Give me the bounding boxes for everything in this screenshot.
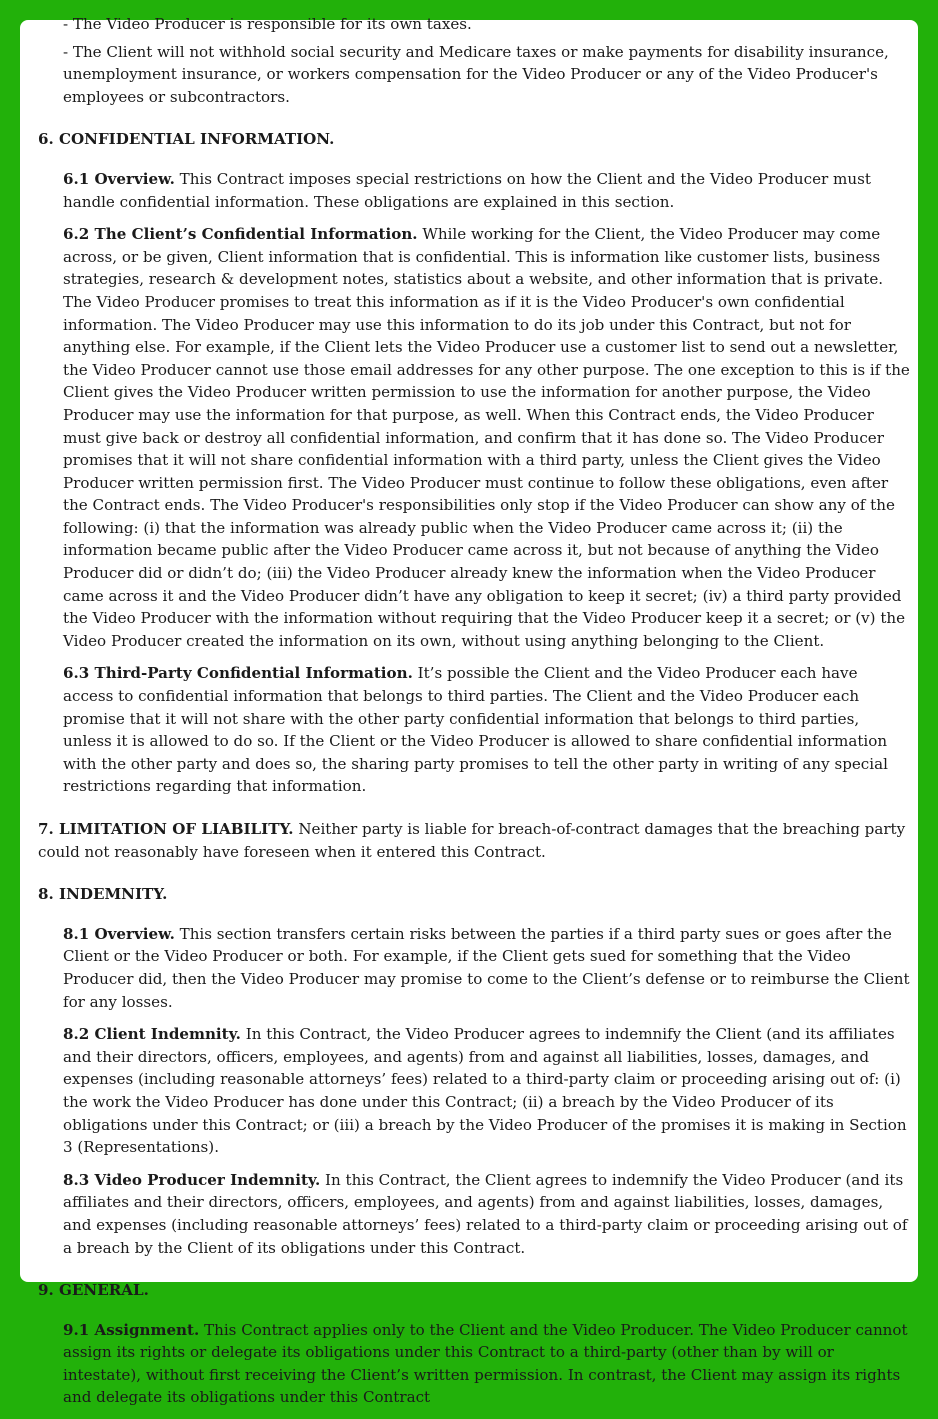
section-7 bbox=[38, 818, 910, 863]
clause-8-1 bbox=[38, 923, 910, 1013]
clause-6-3 bbox=[38, 662, 910, 798]
clause-6-1-text: This Contract imposes special restrictions on how the Client and the Video Producer must handle confidential information. These obligations are explained in this section. bbox=[63, 169, 871, 211]
contract-body bbox=[38, 13, 910, 1419]
clause-8-1-text: This section transfers certain risks between the parties if a third party sues or goes after the Client or the Video Producer or both. For example, if the Client gets sued for something that the Video Producer did, then the Video Producer may promise to come to the Client’s defense or to reimburse the Client for any losses. bbox=[63, 924, 910, 1011]
clause-6-2 bbox=[38, 223, 910, 652]
clause-8-2 bbox=[38, 1023, 910, 1159]
bullet-item: - The Video Producer is responsible for its own taxes. bbox=[63, 15, 472, 33]
section-7-title: 7. LIMITATION OF LIABILITY. bbox=[38, 820, 294, 838]
clause-9-1-text: This Contract applies only to the Client and the Video Producer. The Video Producer cannot assign its rights or delegate its obligations under this Contract to a third-party (other than by will or intestate), without first receiving the Client’s written permission. In contrast, the Client may assign its rights and delegate its obligations under this Contract bbox=[63, 1320, 908, 1407]
bullet-item: - The Client will not withhold social security and Medicare taxes or make payments for disability insurance, unemployment insurance, or workers compensation for the Video Producer or any of the Video Producer's employees or subcontractors. bbox=[63, 42, 889, 106]
clause-8-1-title: 8.1 Overview. bbox=[63, 924, 175, 943]
clause-6-3-text: It’s possible the Client and the Video Producer each have access to confidential information that belongs to third parties. The Client and the Video Producer each promise that it will not share with the other party confidential information that belongs to third parties, unless it is allowed to do so. If the Client or the Video Producer is allowed to share confidential information with the other party and does so, the sharing party promises to tell the other party in writing of any special restrictions regarding that information. bbox=[63, 664, 888, 796]
clause-6-3-title: 6.3 Third-Party Confidential Information. bbox=[63, 664, 413, 683]
clause-8-3 bbox=[38, 1169, 910, 1259]
section-9-heading: 9. GENERAL. bbox=[38, 1281, 149, 1300]
document-card bbox=[20, 15, 918, 1407]
tax-bullet-list bbox=[38, 13, 910, 108]
clause-8-3-text: In this Contract, the Client agrees to indemnify the Video Producer (and its affiliates and their directors, officers, employees, and agents) from and against liabilities, losses, damages, and expenses (including reasonable attorneys’ fees) related to a third-party claim or proceeding arising out of a breach by the Client of its obligations under this Contract. bbox=[63, 1170, 908, 1257]
section-6-heading: 6. CONFIDENTIAL INFORMATION. bbox=[38, 130, 335, 149]
clause-6-1 bbox=[38, 168, 910, 213]
clause-8-2-text: In this Contract, the Video Producer agrees to indemnify the Client (and its affiliates and their directors, officers, employees, and agents) from and against all liabilities, losses, damages, and expenses (including reasonable attorneys’ fees) related to a third-party claim or proceeding arising out of: (i) the work the Video Producer has done under this Contract; (ii) a breach by the Video Producer of its obligations under this Contract; or (iii) a breach by the Video Producer of the promises it is making in Section 3 (Representations). bbox=[63, 1025, 907, 1157]
clause-9-1-title: 9.1 Assignment. bbox=[63, 1320, 200, 1339]
section-7-text: Neither party is liable for breach-of-contract damages that the breaching party could not reasonably have foreseen when it entered this Contract. bbox=[38, 820, 906, 861]
clause-8-3-title: 8.3 Video Producer Indemnity. bbox=[63, 1170, 321, 1189]
clause-8-2-title: 8.2 Client Indemnity. bbox=[63, 1025, 241, 1044]
clause-6-2-text: While working for the Client, the Video Producer may come across, or be given, Client information that is confidential. This is information like customer lists, business strategies, research & development notes, statistics about a website, and other information that is private. The Video Producer promises to treat this information as if it is the Video Producer's own confidential information. The Video Producer may use this information to do its job under this Contract, but not for anything else. For example, if the Client lets the Video Producer use a customer list to send out a newsletter, the Video Producer cannot use those email addresses for any other purpose. The one exception to this is if the Client gives the Video Producer written permission to use the information for another purpose, the Video Producer may use the information for that purpose, as well. When this Contract ends, the Video Producer must give back or destroy all confidential information, and confirm that it has done so. The Video Producer promises that it will not share confidential information with a third party, unless the Client gives the Video Producer written permission first. The Video Producer must continue to follow these obligations, even after the Contract ends. The Video Producer's responsibilities only stop if the Video Producer can show any of the following: (i) that the information was already public when the Video Producer came across it; (ii) the information became public after the Video Producer came across it, but not because of anything the Video Producer did or didn’t do; (iii) the Video Producer already knew the information when the Video Producer came across it and the Video Producer didn’t have any obligation to keep it secret; (iv) a third party provided the Video Producer with the information without requiring that the Video Producer keep it a secret; or (v) the Video Producer created the information on its own, without using anything belonging to the Client. bbox=[63, 225, 910, 650]
clause-9-1 bbox=[38, 1319, 910, 1409]
section-8-heading: 8. INDEMNITY. bbox=[38, 885, 168, 904]
clause-6-1-title: 6.1 Overview. bbox=[63, 169, 175, 188]
clause-6-2-title: 6.2 The Client’s Confidential Information. bbox=[63, 225, 418, 244]
